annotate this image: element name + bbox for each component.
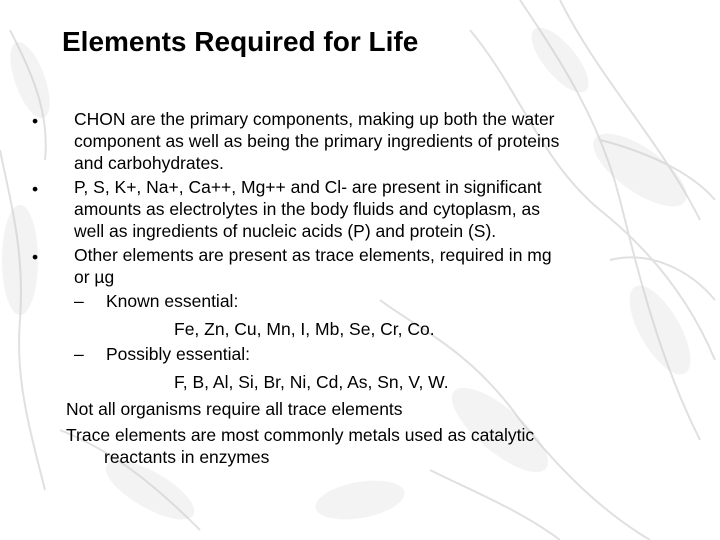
bullet-text-line: Other elements are present as trace elements, required in mg xyxy=(74,245,552,265)
bullet-marker: • xyxy=(32,179,39,199)
bullet-marker: • xyxy=(32,247,39,267)
sub-item-label: Possibly essential: xyxy=(106,344,250,364)
bullet-text-line: amounts as electrolytes in the body fluids and cytoplasm, as xyxy=(74,199,540,219)
sub-item-elements: F, B, Al, Si, Br, Ni, Cd, As, Sn, V, W. xyxy=(174,372,449,392)
note-text-line: Trace elements are most commonly metals used as catalytic xyxy=(66,425,535,445)
bullet-text-line: component as well as being the primary ingredients of proteins xyxy=(74,131,560,151)
bullet-text-line: or µg xyxy=(74,267,115,287)
bullet-text-line: well as ingredients of nucleic acids (P) and protein (S). xyxy=(74,221,497,241)
note-text-line: Not all organisms require all trace elements xyxy=(66,399,403,419)
bullet-text-line: and carbohydrates. xyxy=(74,153,224,173)
sub-bullet-dash: – xyxy=(74,344,84,364)
bullet-text-line: P, S, K+, Na+, Ca++, Mg++ and Cl- are present in significant xyxy=(74,177,542,197)
bullet-text-line: CHON are the primary components, making up both the water xyxy=(74,109,555,129)
slide-title: Elements Required for Life xyxy=(62,26,419,57)
sub-item-label: Known essential: xyxy=(106,291,239,311)
sub-bullet-dash: – xyxy=(74,291,84,311)
sub-item-elements: Fe, Zn, Cu, Mn, I, Mb, Se, Cr, Co. xyxy=(174,319,435,339)
bullet-marker: • xyxy=(32,111,39,131)
note-text-line: reactants in enzymes xyxy=(104,447,270,467)
